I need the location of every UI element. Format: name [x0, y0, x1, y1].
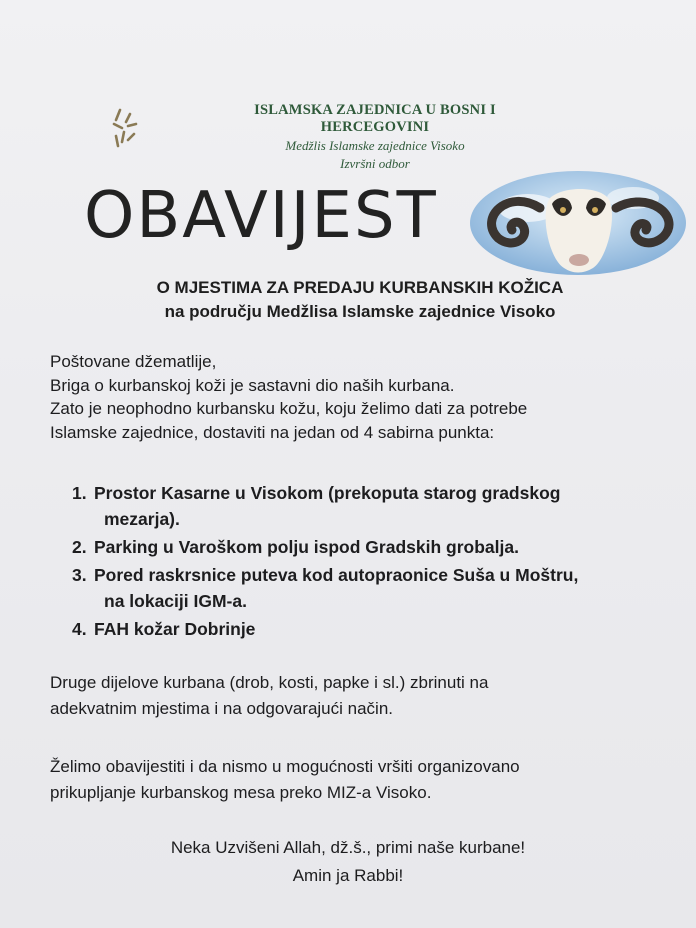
org-council: Medžlis Islamske zajednice Visoko	[285, 138, 465, 153]
paragraph-line: Želimo obavijestiti i da nismo u mogućnosti vršiti organizovano	[50, 757, 520, 776]
list-item-text: FAH kožar Dobrinje	[94, 619, 256, 639]
list-item-number: 2.	[72, 537, 87, 557]
org-board: Izvršni odbor	[340, 156, 410, 171]
paragraph-line: prikupljanje kurbanskog mesa preko MIZ-a Visoko.	[50, 783, 432, 802]
subtitle-line-2: na području Medžlisa Islamske zajednice Visoko	[164, 302, 556, 321]
notice-title: OBAVIJEST	[84, 179, 438, 253]
list-item	[72, 562, 578, 614]
list-item-text-continued: mezarja).	[104, 509, 180, 529]
closing-blessing	[0, 834, 696, 890]
closing-line: Neka Uzvišeni Allah, dž.š., primi naše kurbane!	[170, 838, 526, 857]
intro-line: Islamske zajednice, dostaviti na jedan od 4 sabirna punkta:	[50, 422, 495, 442]
closing-line: Amin ja Rabbi!	[292, 866, 404, 885]
list-item-text: Prostor Kasarne u Visokom (prekoputa starog gradskog	[94, 483, 561, 503]
list-item-text: Pored raskrsnice puteva kod autopraonice Suša u Moštru,	[94, 565, 579, 585]
intro-paragraph	[50, 350, 527, 444]
paragraph-line: adekvatnim mjestima i na odgovarajući način.	[50, 699, 394, 718]
collection-points-list	[72, 480, 578, 642]
list-item-number: 4.	[72, 619, 87, 639]
list-item	[72, 480, 578, 532]
crescent-logo-icon	[72, 90, 152, 170]
list-item-text-continued: na lokaciji IGM-a.	[104, 591, 247, 611]
ram-head-icon	[468, 168, 688, 278]
intro-line: Poštovane džematlije,	[50, 352, 217, 371]
list-item-text: Parking u Varoškom polju ispod Gradskih grobalja.	[94, 537, 519, 557]
organization-header	[205, 102, 545, 172]
list-item-number: 3.	[72, 565, 87, 585]
org-name: ISLAMSKA ZAJEDNICA U BOSNI I HERCEGOVINI	[254, 102, 496, 135]
intro-line: Briga o kurbanskoj koži je sastavni dio naših kurbana.	[50, 375, 455, 395]
list-item	[72, 616, 578, 642]
list-item	[72, 534, 578, 560]
subtitle-line-1: O MJESTIMA ZA PREDAJU KURBANSKIH KOŽICA	[156, 278, 564, 297]
intro-line: Zato je neophodno kurbansku kožu, koju želimo dati za potrebe	[50, 399, 528, 418]
list-item-number: 1.	[72, 483, 87, 503]
other-parts-paragraph	[50, 670, 488, 722]
paragraph-line: Druge dijelove kurbana (drob, kosti, papke i sl.) zbrinuti na	[50, 673, 489, 692]
meat-collection-paragraph	[50, 754, 520, 806]
